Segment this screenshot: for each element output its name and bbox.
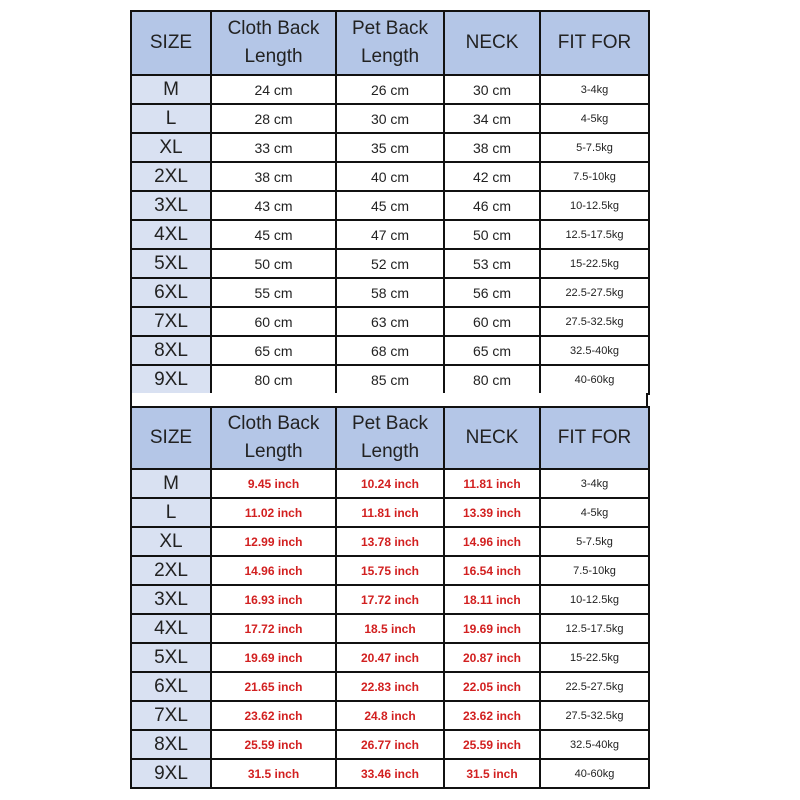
size-cell: 9XL [131, 365, 211, 394]
table-row [131, 278, 649, 307]
size-cell: 5XL [131, 643, 211, 672]
fit-for-cell: 32.5-40kg [540, 730, 649, 759]
neck-cell: 31.5 inch [444, 759, 540, 788]
pet-back-length-cell: 63 cm [336, 307, 444, 336]
cloth-back-length-cell: 14.96 inch [211, 556, 336, 585]
pet-back-length-cell: 45 cm [336, 191, 444, 220]
table-separator [130, 393, 648, 406]
neck-cell: 53 cm [444, 249, 540, 278]
cloth-back-length-cell: 23.62 inch [211, 701, 336, 730]
table-row [131, 730, 649, 759]
fit-for-cell: 4-5kg [540, 498, 649, 527]
pet-back-length-cell: 47 cm [336, 220, 444, 249]
neck-cell: 80 cm [444, 365, 540, 394]
cloth-back-length-cell: 11.02 inch [211, 498, 336, 527]
neck-cell: 22.05 inch [444, 672, 540, 701]
fit-for-cell: 12.5-17.5kg [540, 614, 649, 643]
neck-cell: 20.87 inch [444, 643, 540, 672]
size-table-cm [130, 10, 650, 395]
neck-cell: 14.96 inch [444, 527, 540, 556]
neck-cell: 11.81 inch [444, 469, 540, 498]
neck-cell: 13.39 inch [444, 498, 540, 527]
fit-for-cell: 3-4kg [540, 469, 649, 498]
pet-back-length-cell: 26.77 inch [336, 730, 444, 759]
table-header-row [131, 407, 649, 469]
header-fit-for: FIT FOR [540, 407, 649, 469]
size-cell: 6XL [131, 672, 211, 701]
size-cell: XL [131, 527, 211, 556]
fit-for-cell: 12.5-17.5kg [540, 220, 649, 249]
cloth-back-length-cell: 55 cm [211, 278, 336, 307]
size-cell: 4XL [131, 614, 211, 643]
pet-back-length-cell: 20.47 inch [336, 643, 444, 672]
neck-cell: 18.11 inch [444, 585, 540, 614]
table-row [131, 556, 649, 585]
cloth-back-length-cell: 25.59 inch [211, 730, 336, 759]
table-row [131, 365, 649, 394]
fit-for-cell: 40-60kg [540, 759, 649, 788]
size-cell: 5XL [131, 249, 211, 278]
neck-cell: 16.54 inch [444, 556, 540, 585]
inch-rows [131, 469, 649, 788]
size-cell: 7XL [131, 701, 211, 730]
pet-back-length-cell: 33.46 inch [336, 759, 444, 788]
neck-cell: 42 cm [444, 162, 540, 191]
size-cell: L [131, 104, 211, 133]
neck-cell: 23.62 inch [444, 701, 540, 730]
header-cloth-back-length: Cloth Back Length [211, 11, 336, 75]
cloth-back-length-cell: 60 cm [211, 307, 336, 336]
size-cell: 7XL [131, 307, 211, 336]
pet-back-length-cell: 26 cm [336, 75, 444, 104]
neck-cell: 60 cm [444, 307, 540, 336]
cloth-back-length-cell: 16.93 inch [211, 585, 336, 614]
fit-for-cell: 40-60kg [540, 365, 649, 394]
fit-for-cell: 27.5-32.5kg [540, 307, 649, 336]
fit-for-cell: 7.5-10kg [540, 162, 649, 191]
header-neck: NECK [444, 11, 540, 75]
size-cell: 2XL [131, 162, 211, 191]
header-pet-back-length: Pet Back Length [336, 11, 444, 75]
pet-back-length-cell: 58 cm [336, 278, 444, 307]
pet-back-length-cell: 15.75 inch [336, 556, 444, 585]
table-row [131, 220, 649, 249]
pet-back-length-cell: 18.5 inch [336, 614, 444, 643]
table-row [131, 307, 649, 336]
pet-back-length-cell: 35 cm [336, 133, 444, 162]
fit-for-cell: 5-7.5kg [540, 133, 649, 162]
table-row [131, 162, 649, 191]
table-row [131, 104, 649, 133]
neck-cell: 19.69 inch [444, 614, 540, 643]
neck-cell: 46 cm [444, 191, 540, 220]
cloth-back-length-cell: 50 cm [211, 249, 336, 278]
cloth-back-length-cell: 31.5 inch [211, 759, 336, 788]
cloth-back-length-cell: 38 cm [211, 162, 336, 191]
size-cell: 2XL [131, 556, 211, 585]
size-cell: 4XL [131, 220, 211, 249]
header-size: SIZE [131, 407, 211, 469]
fit-for-cell: 15-22.5kg [540, 249, 649, 278]
table-row [131, 249, 649, 278]
table-row [131, 498, 649, 527]
table-row [131, 614, 649, 643]
header-pet-back-length: Pet Back Length [336, 407, 444, 469]
cloth-back-length-cell: 21.65 inch [211, 672, 336, 701]
table-row [131, 336, 649, 365]
cloth-back-length-cell: 19.69 inch [211, 643, 336, 672]
fit-for-cell: 10-12.5kg [540, 585, 649, 614]
fit-for-cell: 3-4kg [540, 75, 649, 104]
pet-back-length-cell: 22.83 inch [336, 672, 444, 701]
size-cell: 3XL [131, 191, 211, 220]
header-fit-for: FIT FOR [540, 11, 649, 75]
table-row [131, 701, 649, 730]
cloth-back-length-cell: 28 cm [211, 104, 336, 133]
neck-cell: 30 cm [444, 75, 540, 104]
cloth-back-length-cell: 43 cm [211, 191, 336, 220]
pet-back-length-cell: 17.72 inch [336, 585, 444, 614]
table-row [131, 527, 649, 556]
table-row [131, 75, 649, 104]
fit-for-cell: 5-7.5kg [540, 527, 649, 556]
neck-cell: 25.59 inch [444, 730, 540, 759]
size-cell: M [131, 469, 211, 498]
pet-back-length-cell: 40 cm [336, 162, 444, 191]
cloth-back-length-cell: 17.72 inch [211, 614, 336, 643]
neck-cell: 65 cm [444, 336, 540, 365]
size-table-inch [130, 406, 650, 789]
size-cell: 8XL [131, 730, 211, 759]
fit-for-cell: 32.5-40kg [540, 336, 649, 365]
pet-back-length-cell: 68 cm [336, 336, 444, 365]
pet-back-length-cell: 85 cm [336, 365, 444, 394]
size-cell: 8XL [131, 336, 211, 365]
size-cell: 9XL [131, 759, 211, 788]
pet-back-length-cell: 10.24 inch [336, 469, 444, 498]
neck-cell: 50 cm [444, 220, 540, 249]
header-neck: NECK [444, 407, 540, 469]
cloth-back-length-cell: 33 cm [211, 133, 336, 162]
pet-back-length-cell: 13.78 inch [336, 527, 444, 556]
table-row [131, 643, 649, 672]
cm-rows [131, 75, 649, 394]
cloth-back-length-cell: 45 cm [211, 220, 336, 249]
table-row [131, 469, 649, 498]
cloth-back-length-cell: 65 cm [211, 336, 336, 365]
table-row [131, 133, 649, 162]
fit-for-cell: 22.5-27.5kg [540, 278, 649, 307]
table-row [131, 191, 649, 220]
cloth-back-length-cell: 80 cm [211, 365, 336, 394]
neck-cell: 34 cm [444, 104, 540, 133]
table-row [131, 759, 649, 788]
fit-for-cell: 22.5-27.5kg [540, 672, 649, 701]
table-header-row [131, 11, 649, 75]
size-cell: L [131, 498, 211, 527]
neck-cell: 56 cm [444, 278, 540, 307]
pet-back-length-cell: 24.8 inch [336, 701, 444, 730]
cloth-back-length-cell: 12.99 inch [211, 527, 336, 556]
size-cell: XL [131, 133, 211, 162]
size-cell: 6XL [131, 278, 211, 307]
pet-back-length-cell: 52 cm [336, 249, 444, 278]
fit-for-cell: 7.5-10kg [540, 556, 649, 585]
fit-for-cell: 27.5-32.5kg [540, 701, 649, 730]
cloth-back-length-cell: 24 cm [211, 75, 336, 104]
cloth-back-length-cell: 9.45 inch [211, 469, 336, 498]
size-cell: 3XL [131, 585, 211, 614]
size-cell: M [131, 75, 211, 104]
fit-for-cell: 4-5kg [540, 104, 649, 133]
neck-cell: 38 cm [444, 133, 540, 162]
pet-back-length-cell: 11.81 inch [336, 498, 444, 527]
fit-for-cell: 15-22.5kg [540, 643, 649, 672]
table-row [131, 585, 649, 614]
header-cloth-back-length: Cloth Back Length [211, 407, 336, 469]
pet-back-length-cell: 30 cm [336, 104, 444, 133]
header-size: SIZE [131, 11, 211, 75]
fit-for-cell: 10-12.5kg [540, 191, 649, 220]
table-row [131, 672, 649, 701]
